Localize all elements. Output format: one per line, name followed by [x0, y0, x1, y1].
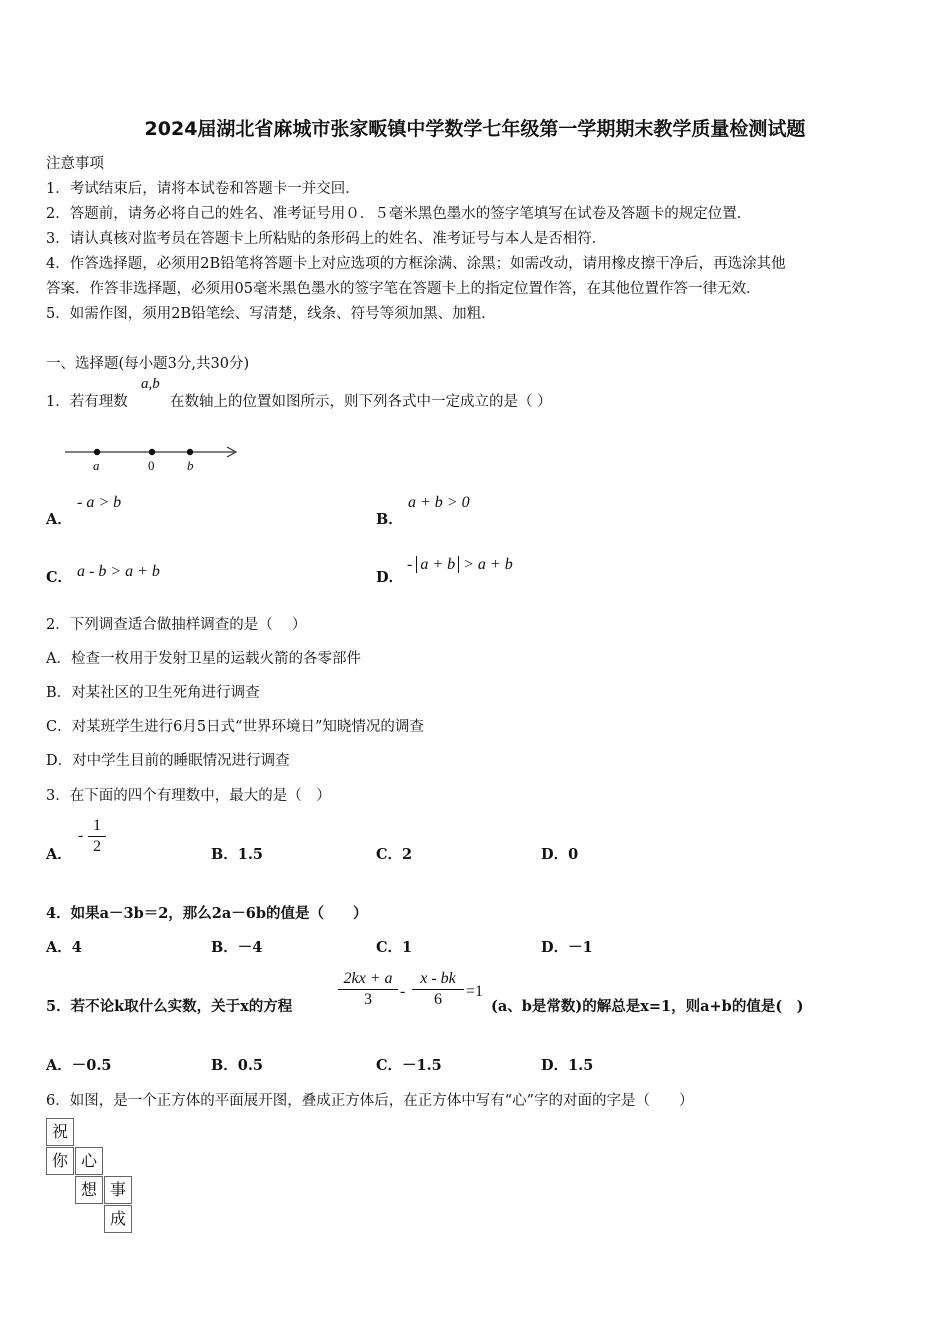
q1-option-a-expr: - a > b [77, 494, 122, 511]
q1-option-c-label[interactable]: C． [46, 569, 73, 586]
label-zero: 0 [148, 458, 155, 473]
q5-fraction-2 [412, 970, 464, 1009]
q3-stem: 3．在下面的四个有理数中，最大的是（ ） [46, 788, 331, 804]
q3-option-c[interactable]: C．2 [376, 846, 413, 863]
q1-stem-pre: 1．若有理数 [46, 394, 128, 410]
q5-fraction-2-bar [412, 989, 464, 990]
q2-option-d[interactable]: D．对中学生目前的睡眠情况进行调查 [46, 753, 290, 769]
point-b [187, 449, 193, 455]
q5-minus-sign: - [400, 983, 406, 1000]
q4-stem: 4．如果a－3b＝2，那么2a－6b的值是（ ） [46, 905, 368, 922]
point-zero [149, 449, 155, 455]
q3-option-b[interactable]: B．1.5 [211, 846, 263, 863]
q1-option-d-label[interactable]: D． [376, 569, 404, 586]
notice-heading: 注意事项 [46, 156, 104, 172]
q3-option-d[interactable]: D．0 [541, 846, 579, 863]
q2-option-b[interactable]: B．对某社区的卫生死角进行调查 [46, 685, 260, 701]
q3-option-a-sign: - [78, 827, 84, 844]
q3-option-a-label[interactable]: A． [46, 846, 72, 863]
cube-net-cell: 成 [104, 1205, 132, 1233]
q1-option-d-minus: - [407, 556, 417, 573]
point-a [94, 449, 100, 455]
q3-fraction-bar [88, 836, 106, 837]
q1-option-c-expr: a - b > a + b [77, 563, 160, 580]
cube-net-cell: 心 [75, 1147, 103, 1175]
q1-option-b-label[interactable]: B． [376, 511, 403, 528]
section-heading: 一、选择题(每小题3分,共30分) [46, 356, 250, 372]
q5-fraction-2-numerator: x - bk [420, 970, 456, 987]
q1-option-b-expr: a + b > 0 [408, 494, 470, 511]
label-b: b [187, 458, 194, 473]
q5-option-c[interactable]: C．－1.5 [376, 1057, 442, 1074]
q5-fraction-1 [338, 970, 398, 1009]
cube-net-cell: 想 [75, 1176, 103, 1204]
q2-option-a[interactable]: A．检查一枚用于发射卫星的运载火箭的各零部件 [46, 651, 361, 667]
q5-option-d[interactable]: D．1.5 [541, 1057, 594, 1074]
q5-option-a[interactable]: A．－0.5 [46, 1057, 112, 1074]
q3-fraction-denominator: 2 [93, 838, 101, 855]
q5-option-b[interactable]: B．0.5 [211, 1057, 263, 1074]
cube-net-cell: 你 [46, 1147, 74, 1175]
q1-variables: a,b [141, 376, 160, 392]
notice-item: 3．请认真核对监考员在答题卡上所粘贴的条形码上的姓名、准考证号与本人是否相符． [46, 231, 607, 247]
q1-option-d-abs: a + b [416, 556, 459, 573]
q5-fraction-2-denominator: 6 [434, 991, 442, 1008]
label-a: a [93, 458, 100, 473]
q3-option-a-fraction [88, 817, 106, 856]
cube-net-cell: 祝 [46, 1118, 74, 1146]
q4-option-a[interactable]: A．4 [46, 939, 82, 956]
q5-equals-one: =1 [466, 983, 484, 1000]
notice-item: 5．如需作图，须用2B铅笔绘、写清楚，线条、符号等须加黑、加粗． [46, 306, 496, 322]
notice-item: 1．考试结束后，请将本试卷和答题卡一并交回． [46, 181, 360, 197]
q6-stem: 6．如图，是一个正方体的平面展开图，叠成正方体后，在正方体中写有“心”字的对面的字是（ ） [46, 1093, 694, 1109]
notice-item: 4．作答选择题，必须用2B铅笔将答题卡上对应选项的方框涂满、涂黑；如需改动，请用橡皮擦干净后，再选涂其他 [46, 256, 786, 272]
q4-option-b[interactable]: B．－4 [211, 939, 263, 956]
q1-option-d-expr [407, 556, 513, 574]
page-title: 2024届湖北省麻城市张家畈镇中学数学七年级第一学期期末教学质量检测试题 [144, 118, 806, 140]
q4-option-d[interactable]: D．－1 [541, 939, 593, 956]
q5-fraction-1-numerator: 2kx + a [343, 970, 393, 987]
q1-stem-post: 在数轴上的位置如图所示，则下列各式中一定成立的是（ ） [170, 394, 552, 410]
q5-stem-post: (a、b是常数)的解总是x=1，则a+b的值是( ) [491, 998, 804, 1015]
q5-fraction-1-denominator: 3 [364, 991, 372, 1008]
q4-option-c[interactable]: C．1 [376, 939, 413, 956]
q2-stem: 2．下列调查适合做抽样调查的是（ ） [46, 617, 307, 633]
q1-option-a-label[interactable]: A． [46, 511, 72, 528]
q5-stem-pre: 5．若不论k取什么实数，关于x的方程 [46, 998, 293, 1015]
q1-option-d-post: > a + b [459, 556, 513, 573]
notice-item: 2．答题前，请务必将自己的姓名、准考证号用０．５毫米黑色墨水的签字笔填写在试卷及答题卡的规定位置． [46, 206, 752, 222]
notice-item: 答案．作答非选择题，必须用05毫米黑色墨水的签字笔在答题卡上的指定位置作答，在其他位置作答一律无效． [46, 281, 761, 297]
q5-fraction-1-bar [338, 989, 398, 990]
q2-option-c[interactable]: C．对某班学生进行6月5日式“世界环境日”知晓情况的调查 [46, 719, 424, 735]
q3-fraction-numerator: 1 [93, 817, 101, 834]
cube-net-cell: 事 [104, 1176, 132, 1204]
cube-net-figure [46, 1118, 136, 1236]
